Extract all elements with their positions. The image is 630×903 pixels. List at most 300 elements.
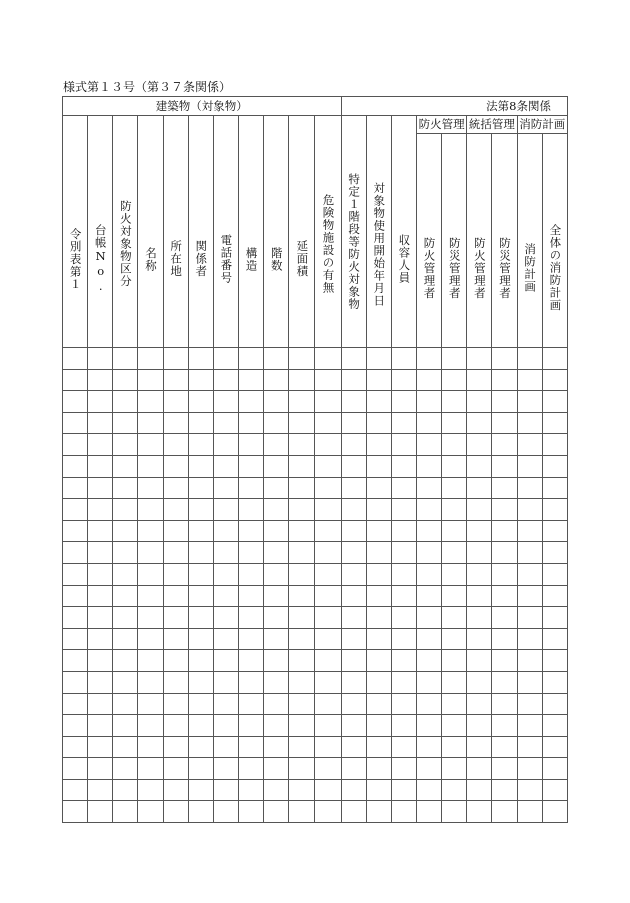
table-cell[interactable] [341,499,366,521]
table-cell[interactable] [238,455,263,477]
table-cell[interactable] [416,542,441,564]
table-cell[interactable] [366,693,391,715]
table-cell[interactable] [492,477,517,499]
table-cell[interactable] [366,607,391,629]
table-cell[interactable] [188,758,213,780]
table-cell[interactable] [442,348,467,370]
table-cell[interactable] [366,499,391,521]
table-cell[interactable] [315,563,341,585]
table-cell[interactable] [517,391,542,413]
table-cell[interactable] [63,520,88,542]
table-cell[interactable] [163,650,188,672]
table-cell[interactable] [315,391,341,413]
table-cell[interactable] [213,671,238,693]
table-cell[interactable] [88,779,113,801]
table-cell[interactable] [264,585,289,607]
table-cell[interactable] [315,434,341,456]
table-cell[interactable] [315,369,341,391]
table-cell[interactable] [138,499,163,521]
table-cell[interactable] [542,801,567,823]
table-cell[interactable] [264,715,289,737]
table-cell[interactable] [416,348,441,370]
table-cell[interactable] [138,412,163,434]
table-cell[interactable] [113,628,138,650]
table-cell[interactable] [113,671,138,693]
table-cell[interactable] [366,628,391,650]
table-cell[interactable] [542,455,567,477]
table-cell[interactable] [467,736,492,758]
table-cell[interactable] [442,758,467,780]
table-cell[interactable] [289,563,315,585]
table-cell[interactable] [238,715,263,737]
table-cell[interactable] [138,758,163,780]
table-cell[interactable] [113,542,138,564]
table-cell[interactable] [163,455,188,477]
table-cell[interactable] [391,693,416,715]
table-cell[interactable] [113,585,138,607]
table-cell[interactable] [492,671,517,693]
table-cell[interactable] [138,715,163,737]
table-cell[interactable] [88,801,113,823]
table-cell[interactable] [289,736,315,758]
table-cell[interactable] [315,455,341,477]
table-cell[interactable] [492,499,517,521]
table-cell[interactable] [213,801,238,823]
table-cell[interactable] [467,607,492,629]
table-cell[interactable] [442,391,467,413]
table-cell[interactable] [517,607,542,629]
table-cell[interactable] [416,563,441,585]
table-cell[interactable] [138,542,163,564]
table-cell[interactable] [213,693,238,715]
table-cell[interactable] [289,607,315,629]
table-cell[interactable] [88,736,113,758]
table-cell[interactable] [467,585,492,607]
table-cell[interactable] [341,542,366,564]
table-cell[interactable] [88,607,113,629]
table-cell[interactable] [188,434,213,456]
table-cell[interactable] [238,758,263,780]
table-cell[interactable] [138,693,163,715]
table-cell[interactable] [366,477,391,499]
table-cell[interactable] [517,412,542,434]
table-cell[interactable] [341,412,366,434]
table-cell[interactable] [341,455,366,477]
table-cell[interactable] [188,671,213,693]
table-cell[interactable] [113,477,138,499]
table-cell[interactable] [188,736,213,758]
table-cell[interactable] [542,671,567,693]
table-cell[interactable] [517,715,542,737]
table-cell[interactable] [366,563,391,585]
table-cell[interactable] [416,671,441,693]
table-cell[interactable] [517,650,542,672]
table-cell[interactable] [213,520,238,542]
table-cell[interactable] [264,628,289,650]
table-cell[interactable] [341,563,366,585]
table-cell[interactable] [492,412,517,434]
table-cell[interactable] [467,412,492,434]
table-cell[interactable] [391,499,416,521]
table-cell[interactable] [341,671,366,693]
table-cell[interactable] [138,563,163,585]
table-cell[interactable] [188,628,213,650]
table-cell[interactable] [366,801,391,823]
table-cell[interactable] [442,542,467,564]
table-cell[interactable] [341,348,366,370]
table-cell[interactable] [416,369,441,391]
table-cell[interactable] [188,563,213,585]
table-cell[interactable] [264,671,289,693]
table-cell[interactable] [63,585,88,607]
table-cell[interactable] [238,542,263,564]
table-cell[interactable] [238,499,263,521]
table-cell[interactable] [492,801,517,823]
table-cell[interactable] [391,628,416,650]
table-cell[interactable] [264,563,289,585]
table-cell[interactable] [366,434,391,456]
table-cell[interactable] [517,585,542,607]
table-cell[interactable] [366,671,391,693]
table-cell[interactable] [341,434,366,456]
table-cell[interactable] [289,499,315,521]
table-cell[interactable] [238,434,263,456]
table-cell[interactable] [442,736,467,758]
table-cell[interactable] [213,628,238,650]
table-cell[interactable] [315,477,341,499]
table-cell[interactable] [467,779,492,801]
table-cell[interactable] [88,542,113,564]
table-cell[interactable] [264,499,289,521]
table-cell[interactable] [492,758,517,780]
table-cell[interactable] [213,736,238,758]
table-cell[interactable] [416,736,441,758]
table-cell[interactable] [213,758,238,780]
table-cell[interactable] [315,801,341,823]
table-cell[interactable] [315,520,341,542]
table-cell[interactable] [517,736,542,758]
table-cell[interactable] [341,693,366,715]
table-cell[interactable] [289,520,315,542]
table-cell[interactable] [391,758,416,780]
table-cell[interactable] [315,650,341,672]
table-cell[interactable] [213,542,238,564]
table-cell[interactable] [289,671,315,693]
table-cell[interactable] [391,671,416,693]
table-cell[interactable] [391,801,416,823]
table-cell[interactable] [113,563,138,585]
table-cell[interactable] [163,736,188,758]
table-cell[interactable] [315,758,341,780]
table-cell[interactable] [188,520,213,542]
table-cell[interactable] [492,693,517,715]
table-cell[interactable] [188,499,213,521]
table-cell[interactable] [492,779,517,801]
table-cell[interactable] [289,412,315,434]
table-cell[interactable] [213,369,238,391]
table-cell[interactable] [188,650,213,672]
table-cell[interactable] [213,412,238,434]
table-cell[interactable] [517,477,542,499]
table-cell[interactable] [88,520,113,542]
table-cell[interactable] [289,650,315,672]
table-cell[interactable] [238,477,263,499]
table-cell[interactable] [315,542,341,564]
table-cell[interactable] [391,369,416,391]
table-cell[interactable] [542,715,567,737]
table-cell[interactable] [238,607,263,629]
table-cell[interactable] [416,628,441,650]
table-cell[interactable] [391,434,416,456]
table-cell[interactable] [492,348,517,370]
table-cell[interactable] [238,412,263,434]
table-cell[interactable] [264,455,289,477]
table-cell[interactable] [442,455,467,477]
table-cell[interactable] [163,348,188,370]
table-cell[interactable] [63,542,88,564]
table-cell[interactable] [391,542,416,564]
table-cell[interactable] [492,455,517,477]
table-cell[interactable] [467,563,492,585]
table-cell[interactable] [63,779,88,801]
table-cell[interactable] [366,520,391,542]
table-cell[interactable] [542,736,567,758]
table-cell[interactable] [315,607,341,629]
table-cell[interactable] [467,369,492,391]
table-cell[interactable] [366,391,391,413]
table-cell[interactable] [63,628,88,650]
table-cell[interactable] [289,391,315,413]
table-cell[interactable] [315,348,341,370]
table-cell[interactable] [391,650,416,672]
table-cell[interactable] [113,412,138,434]
table-cell[interactable] [542,391,567,413]
table-cell[interactable] [492,369,517,391]
table-cell[interactable] [517,499,542,521]
table-cell[interactable] [88,628,113,650]
table-cell[interactable] [113,499,138,521]
table-cell[interactable] [88,499,113,521]
table-cell[interactable] [492,607,517,629]
table-cell[interactable] [492,563,517,585]
table-cell[interactable] [341,715,366,737]
table-cell[interactable] [63,693,88,715]
table-cell[interactable] [467,671,492,693]
table-cell[interactable] [188,585,213,607]
table-cell[interactable] [442,477,467,499]
table-cell[interactable] [238,779,263,801]
table-cell[interactable] [391,607,416,629]
table-cell[interactable] [467,693,492,715]
table-cell[interactable] [416,412,441,434]
table-cell[interactable] [416,650,441,672]
table-cell[interactable] [391,348,416,370]
table-cell[interactable] [467,801,492,823]
table-cell[interactable] [289,477,315,499]
table-cell[interactable] [341,801,366,823]
table-cell[interactable] [264,736,289,758]
table-cell[interactable] [138,391,163,413]
table-cell[interactable] [63,477,88,499]
table-cell[interactable] [542,477,567,499]
table-cell[interactable] [163,499,188,521]
table-cell[interactable] [113,455,138,477]
table-cell[interactable] [88,585,113,607]
table-cell[interactable] [88,391,113,413]
table-cell[interactable] [366,715,391,737]
table-cell[interactable] [289,585,315,607]
table-cell[interactable] [341,477,366,499]
table-cell[interactable] [238,628,263,650]
table-cell[interactable] [442,499,467,521]
table-cell[interactable] [88,758,113,780]
table-cell[interactable] [113,779,138,801]
table-cell[interactable] [289,434,315,456]
table-cell[interactable] [341,779,366,801]
table-cell[interactable] [138,736,163,758]
table-cell[interactable] [467,391,492,413]
table-cell[interactable] [188,693,213,715]
table-cell[interactable] [442,563,467,585]
table-cell[interactable] [113,520,138,542]
table-cell[interactable] [213,455,238,477]
table-cell[interactable] [238,391,263,413]
table-cell[interactable] [517,520,542,542]
table-cell[interactable] [138,650,163,672]
table-cell[interactable] [163,628,188,650]
table-cell[interactable] [88,693,113,715]
table-cell[interactable] [492,391,517,413]
table-cell[interactable] [517,369,542,391]
table-cell[interactable] [542,758,567,780]
table-cell[interactable] [391,779,416,801]
table-cell[interactable] [416,477,441,499]
table-cell[interactable] [138,434,163,456]
table-cell[interactable] [213,779,238,801]
table-cell[interactable] [542,779,567,801]
table-cell[interactable] [366,758,391,780]
table-cell[interactable] [213,477,238,499]
table-cell[interactable] [138,607,163,629]
table-cell[interactable] [63,607,88,629]
table-cell[interactable] [88,455,113,477]
table-cell[interactable] [366,779,391,801]
table-cell[interactable] [341,520,366,542]
table-cell[interactable] [492,542,517,564]
table-cell[interactable] [63,671,88,693]
table-cell[interactable] [467,455,492,477]
table-cell[interactable] [188,477,213,499]
table-cell[interactable] [366,542,391,564]
table-cell[interactable] [63,758,88,780]
table-cell[interactable] [163,758,188,780]
table-cell[interactable] [138,779,163,801]
table-cell[interactable] [315,499,341,521]
table-cell[interactable] [442,520,467,542]
table-cell[interactable] [163,477,188,499]
table-cell[interactable] [341,736,366,758]
table-cell[interactable] [188,412,213,434]
table-cell[interactable] [315,779,341,801]
table-cell[interactable] [366,412,391,434]
table-cell[interactable] [492,650,517,672]
table-cell[interactable] [113,736,138,758]
table-cell[interactable] [138,477,163,499]
table-cell[interactable] [289,542,315,564]
table-cell[interactable] [467,758,492,780]
table-cell[interactable] [542,520,567,542]
table-cell[interactable] [264,650,289,672]
table-cell[interactable] [492,434,517,456]
table-cell[interactable] [63,715,88,737]
table-cell[interactable] [188,542,213,564]
table-cell[interactable] [542,369,567,391]
table-cell[interactable] [442,412,467,434]
table-cell[interactable] [63,369,88,391]
table-cell[interactable] [416,801,441,823]
table-cell[interactable] [163,542,188,564]
table-cell[interactable] [289,715,315,737]
table-cell[interactable] [517,563,542,585]
table-cell[interactable] [416,434,441,456]
table-cell[interactable] [213,650,238,672]
table-cell[interactable] [264,520,289,542]
table-cell[interactable] [163,391,188,413]
table-cell[interactable] [138,671,163,693]
table-cell[interactable] [138,585,163,607]
table-cell[interactable] [289,693,315,715]
table-cell[interactable] [315,412,341,434]
table-cell[interactable] [113,693,138,715]
table-cell[interactable] [289,628,315,650]
table-cell[interactable] [63,736,88,758]
table-cell[interactable] [517,628,542,650]
table-cell[interactable] [213,391,238,413]
table-cell[interactable] [467,434,492,456]
table-cell[interactable] [188,348,213,370]
table-cell[interactable] [63,563,88,585]
table-cell[interactable] [315,715,341,737]
table-cell[interactable] [88,477,113,499]
table-cell[interactable] [442,434,467,456]
table-cell[interactable] [138,801,163,823]
table-cell[interactable] [289,369,315,391]
table-cell[interactable] [467,628,492,650]
table-cell[interactable] [264,348,289,370]
table-cell[interactable] [542,434,567,456]
table-cell[interactable] [341,585,366,607]
table-cell[interactable] [188,779,213,801]
table-cell[interactable] [416,758,441,780]
table-cell[interactable] [542,412,567,434]
table-cell[interactable] [315,585,341,607]
table-cell[interactable] [289,348,315,370]
table-cell[interactable] [163,607,188,629]
table-cell[interactable] [188,369,213,391]
table-cell[interactable] [238,348,263,370]
table-cell[interactable] [467,499,492,521]
table-cell[interactable] [416,585,441,607]
table-cell[interactable] [213,563,238,585]
table-cell[interactable] [391,715,416,737]
table-cell[interactable] [63,499,88,521]
table-cell[interactable] [542,650,567,672]
table-cell[interactable] [264,607,289,629]
table-cell[interactable] [289,801,315,823]
table-cell[interactable] [163,693,188,715]
table-cell[interactable] [416,455,441,477]
table-cell[interactable] [315,736,341,758]
